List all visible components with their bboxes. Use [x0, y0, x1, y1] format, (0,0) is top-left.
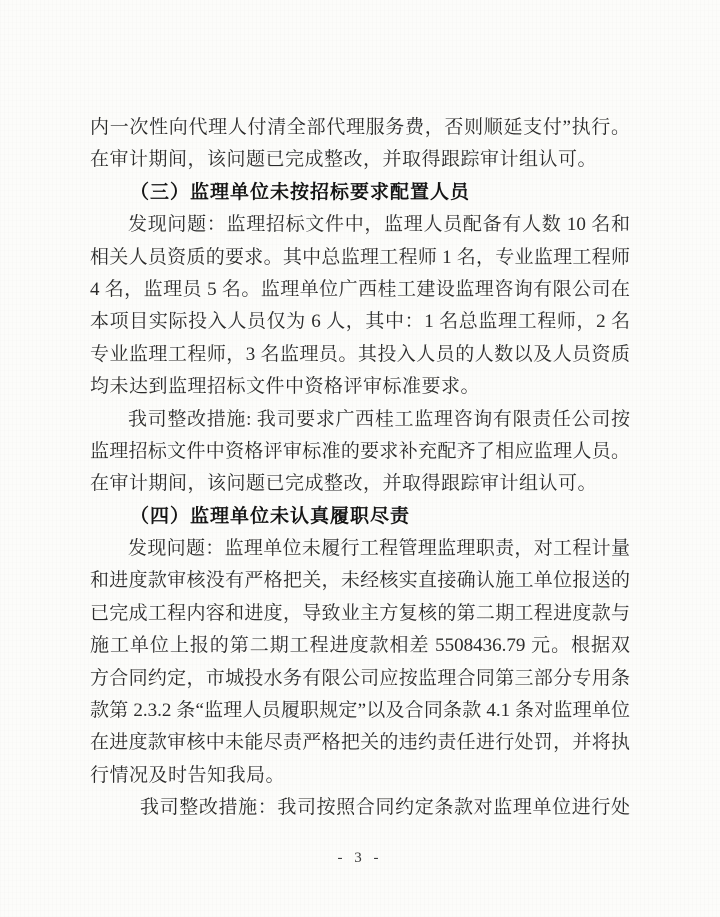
text-line: 已完成工程内容和进度，导致业主方复核的第二期工程进度款与 — [90, 602, 630, 624]
text-line: 和进度款审核没有严格把关，未经核实直接确认施工单位报送的 — [90, 570, 630, 592]
text-line: 4 名，监理员 5 名。监理单位广西桂工建设监理咨询有限公司在 — [90, 278, 630, 300]
text-line: 行情况及时告知我局。 — [90, 764, 286, 786]
document-text-block — [90, 112, 630, 825]
text-line: 我司整改措施：我司按照合同约定条款对监理单位进行处 — [140, 797, 630, 819]
text-line: 施工单位上报的第二期工程进度款相差 5508436.79 元。根据双 — [90, 635, 630, 657]
text-line: 方合同约定，市城投水务有限公司应按监理合同第三部分专用条 — [90, 667, 630, 689]
text-line: 在进度款审核中未能尽责严格把关的违约责任进行处罚，并将执 — [90, 732, 630, 754]
text-line: 款第 2.3.2 条“监理人员履职规定”以及合同条款 4.1 条对监理单位 — [90, 700, 630, 722]
text-line: 我司整改措施: 我司要求广西桂工监理咨询有限责任公司按 — [128, 408, 630, 430]
text-line: 监理招标文件中资格评审标准的要求补充配齐了相应监理人员。 — [90, 440, 630, 462]
text-line: 专业监理工程师，3 名监理员。其投入人员的人数以及人员资质 — [90, 343, 630, 365]
section-heading-4: （四）监理单位未认真履职尽责 — [130, 505, 411, 527]
section-heading-3: （三）监理单位未按招标要求配置人员 — [130, 181, 471, 203]
text-line: 在审计期间，该问题已完成整改，并取得跟踪审计组认可。 — [90, 473, 598, 495]
text-line: 本项目实际投入人员仅为 6 人，其中：1 名总监理工程师，2 名 — [90, 311, 630, 333]
text-line: 均未达到监理招标文件中资格评审标准要求。 — [90, 376, 481, 398]
text-line: 在审计期间，该问题已完成整改，并取得跟踪审计组认可。 — [90, 149, 598, 171]
text-line: 发现问题：监理单位未履行工程管理监理职责，对工程计量 — [128, 538, 630, 560]
text-line: 相关人员资质的要求。其中总监理工程师 1 名，专业监理工程师 — [90, 246, 630, 268]
text-line: 内一次性向代理人付清全部代理服务费，否则顺延支付”执行。 — [90, 117, 630, 138]
page-number: - 3 - — [337, 850, 383, 866]
text-line: 发现问题：监理招标文件中，监理人员配备有人数 10 名和 — [128, 214, 630, 236]
